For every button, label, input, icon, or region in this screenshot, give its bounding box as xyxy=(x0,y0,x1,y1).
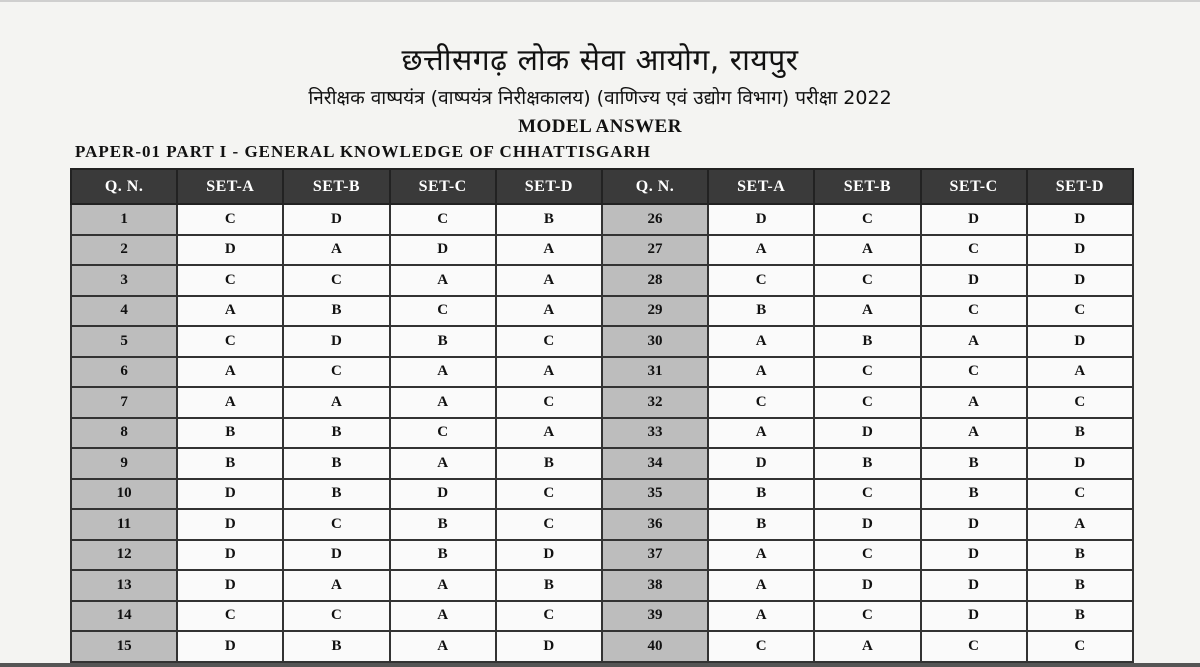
answer-cell: C xyxy=(177,326,283,357)
column-header: Q. N. xyxy=(71,169,177,204)
question-number-cell: 39 xyxy=(602,601,708,632)
answer-cell: A xyxy=(708,540,814,571)
answer-cell: C xyxy=(496,479,602,510)
answer-cell: C xyxy=(496,601,602,632)
answer-cell: D xyxy=(1027,204,1133,235)
answer-cell: D xyxy=(814,509,920,540)
question-number-cell: 12 xyxy=(71,540,177,571)
answer-cell: A xyxy=(708,326,814,357)
answer-cell: B xyxy=(390,326,496,357)
question-number-cell: 33 xyxy=(602,418,708,449)
column-header: SET-B xyxy=(283,169,389,204)
table-row xyxy=(71,204,1133,235)
table-row xyxy=(71,418,1133,449)
answer-cell: B xyxy=(496,448,602,479)
answer-cell: D xyxy=(708,204,814,235)
table-row xyxy=(71,387,1133,418)
answer-cell: C xyxy=(814,265,920,296)
answer-cell: D xyxy=(496,631,602,662)
answer-cell: A xyxy=(921,326,1027,357)
answer-cell: C xyxy=(921,357,1027,388)
answer-cell: D xyxy=(1027,265,1133,296)
answer-cell: C xyxy=(390,204,496,235)
answer-cell: D xyxy=(814,570,920,601)
answer-cell: A xyxy=(1027,357,1133,388)
answer-cell: D xyxy=(283,540,389,571)
answer-cell: C xyxy=(1027,296,1133,327)
answer-cell: B xyxy=(177,418,283,449)
answer-cell: A xyxy=(177,357,283,388)
question-number-cell: 8 xyxy=(71,418,177,449)
answer-cell: A xyxy=(496,235,602,266)
answer-cell: C xyxy=(921,631,1027,662)
answer-cell: A xyxy=(390,357,496,388)
question-number-cell: 37 xyxy=(602,540,708,571)
answer-cell: B xyxy=(496,204,602,235)
answer-cell: A xyxy=(814,235,920,266)
answer-cell: B xyxy=(177,448,283,479)
model-answer-heading: MODEL ANSWER xyxy=(518,116,682,137)
column-header: SET-D xyxy=(1027,169,1133,204)
commission-title: छत्तीसगढ़ लोक सेवा आयोग, रायपुर xyxy=(401,43,799,78)
answer-cell: C xyxy=(496,326,602,357)
answer-cell: D xyxy=(1027,448,1133,479)
question-number-cell: 6 xyxy=(71,357,177,388)
question-number-cell: 35 xyxy=(602,479,708,510)
answer-cell: B xyxy=(283,448,389,479)
question-number-cell: 14 xyxy=(71,601,177,632)
answer-cell: A xyxy=(390,601,496,632)
answer-cell: A xyxy=(708,418,814,449)
bottom-border xyxy=(0,663,1200,667)
answer-cell: A xyxy=(708,570,814,601)
answer-cell: D xyxy=(177,631,283,662)
answer-cell: A xyxy=(708,601,814,632)
column-header: SET-C xyxy=(921,169,1027,204)
answer-cell: A xyxy=(921,418,1027,449)
answer-cell: A xyxy=(390,631,496,662)
question-number-cell: 1 xyxy=(71,204,177,235)
answer-cell: C xyxy=(1027,631,1133,662)
answer-cell: C xyxy=(921,235,1027,266)
question-number-cell: 36 xyxy=(602,509,708,540)
answer-cell: B xyxy=(283,296,389,327)
answer-cell: D xyxy=(921,509,1027,540)
answer-cell: B xyxy=(708,509,814,540)
answer-cell: C xyxy=(390,296,496,327)
answer-cell: D xyxy=(814,418,920,449)
paper-heading: PAPER-01 PART I - GENERAL KNOWLEDGE OF CHHATTISGARH xyxy=(75,142,652,161)
question-number-cell: 10 xyxy=(71,479,177,510)
answer-cell: A xyxy=(177,387,283,418)
table-row xyxy=(71,235,1133,266)
answer-cell: C xyxy=(283,357,389,388)
question-number-cell: 15 xyxy=(71,631,177,662)
answer-cell: B xyxy=(814,448,920,479)
answer-cell: A xyxy=(283,387,389,418)
column-header: SET-D xyxy=(496,169,602,204)
answer-cell: A xyxy=(177,296,283,327)
answer-cell: A xyxy=(1027,509,1133,540)
answer-cell: A xyxy=(814,631,920,662)
table-body xyxy=(71,204,1133,662)
answer-cell: C xyxy=(283,265,389,296)
answer-cell: D xyxy=(1027,326,1133,357)
question-number-cell: 2 xyxy=(71,235,177,266)
answer-cell: A xyxy=(814,296,920,327)
question-number-cell: 38 xyxy=(602,570,708,601)
answer-cell: A xyxy=(390,387,496,418)
answer-cell: C xyxy=(708,265,814,296)
table-row xyxy=(71,296,1133,327)
table-row xyxy=(71,479,1133,510)
answer-cell: B xyxy=(496,570,602,601)
answer-cell: A xyxy=(921,387,1027,418)
answer-cell: B xyxy=(708,479,814,510)
answer-cell: A xyxy=(708,235,814,266)
answer-cell: D xyxy=(921,540,1027,571)
answer-cell: D xyxy=(921,570,1027,601)
answer-cell: A xyxy=(496,357,602,388)
exam-title: निरीक्षक वाष्पयंत्र (वाष्पयंत्र निरीक्षकालय) (वाणिज्य एवं उद्योग विभाग) परीक्षा 2022 xyxy=(308,87,892,109)
answer-cell: C xyxy=(814,387,920,418)
answer-cell: C xyxy=(708,631,814,662)
answer-cell: B xyxy=(814,326,920,357)
answer-cell: C xyxy=(177,265,283,296)
answer-cell: A xyxy=(390,570,496,601)
answer-cell: D xyxy=(177,540,283,571)
answer-cell: C xyxy=(814,479,920,510)
table-header-row xyxy=(71,169,1133,204)
answer-cell: C xyxy=(814,540,920,571)
answer-key-table xyxy=(70,168,1134,663)
table-row xyxy=(71,601,1133,632)
question-number-cell: 4 xyxy=(71,296,177,327)
question-number-cell: 11 xyxy=(71,509,177,540)
table-row xyxy=(71,509,1133,540)
answer-cell: D xyxy=(496,540,602,571)
answer-cell: D xyxy=(921,265,1027,296)
answer-cell: C xyxy=(283,601,389,632)
question-number-cell: 40 xyxy=(602,631,708,662)
answer-cell: D xyxy=(177,235,283,266)
answer-cell: C xyxy=(814,357,920,388)
answer-cell: C xyxy=(496,509,602,540)
answer-cell: D xyxy=(177,570,283,601)
answer-cell: B xyxy=(708,296,814,327)
question-number-cell: 29 xyxy=(602,296,708,327)
answer-cell: A xyxy=(496,418,602,449)
answer-cell: C xyxy=(814,601,920,632)
answer-cell: B xyxy=(1027,601,1133,632)
table-row xyxy=(71,570,1133,601)
answer-cell: B xyxy=(283,631,389,662)
answer-cell: A xyxy=(708,357,814,388)
answer-cell: D xyxy=(708,448,814,479)
question-number-cell: 13 xyxy=(71,570,177,601)
answer-cell: D xyxy=(283,204,389,235)
table-row xyxy=(71,265,1133,296)
answer-cell: D xyxy=(177,509,283,540)
answer-cell: B xyxy=(390,540,496,571)
column-header: SET-A xyxy=(177,169,283,204)
question-number-cell: 28 xyxy=(602,265,708,296)
answer-cell: C xyxy=(921,296,1027,327)
answer-cell: D xyxy=(390,235,496,266)
question-number-cell: 34 xyxy=(602,448,708,479)
table-row xyxy=(71,357,1133,388)
question-number-cell: 27 xyxy=(602,235,708,266)
question-number-cell: 31 xyxy=(602,357,708,388)
question-number-cell: 30 xyxy=(602,326,708,357)
answer-cell: D xyxy=(921,601,1027,632)
question-number-cell: 7 xyxy=(71,387,177,418)
answer-cell: B xyxy=(283,479,389,510)
answer-cell: B xyxy=(283,418,389,449)
answer-cell: B xyxy=(1027,540,1133,571)
question-number-cell: 26 xyxy=(602,204,708,235)
answer-cell: D xyxy=(283,326,389,357)
answer-cell: A xyxy=(496,296,602,327)
answer-cell: A xyxy=(283,235,389,266)
answer-cell: A xyxy=(496,265,602,296)
table-row xyxy=(71,540,1133,571)
column-header: SET-A xyxy=(708,169,814,204)
question-number-cell: 9 xyxy=(71,448,177,479)
question-number-cell: 3 xyxy=(71,265,177,296)
answer-cell: A xyxy=(283,570,389,601)
question-number-cell: 5 xyxy=(71,326,177,357)
column-header: SET-B xyxy=(814,169,920,204)
answer-cell: C xyxy=(1027,479,1133,510)
answer-cell: B xyxy=(1027,570,1133,601)
column-header: SET-C xyxy=(390,169,496,204)
answer-cell: D xyxy=(390,479,496,510)
answer-cell: D xyxy=(921,204,1027,235)
answer-cell: C xyxy=(708,387,814,418)
answer-cell: C xyxy=(177,204,283,235)
table-row xyxy=(71,631,1133,662)
answer-cell: D xyxy=(177,479,283,510)
answer-cell: C xyxy=(814,204,920,235)
answer-cell: C xyxy=(1027,387,1133,418)
table-row xyxy=(71,326,1133,357)
answer-cell: A xyxy=(390,265,496,296)
answer-cell: C xyxy=(283,509,389,540)
answer-cell: B xyxy=(921,479,1027,510)
top-border xyxy=(0,0,1200,2)
table-row xyxy=(71,448,1133,479)
question-number-cell: 32 xyxy=(602,387,708,418)
column-header: Q. N. xyxy=(602,169,708,204)
answer-cell: B xyxy=(390,509,496,540)
answer-cell: B xyxy=(921,448,1027,479)
answer-cell: A xyxy=(390,448,496,479)
answer-cell: B xyxy=(1027,418,1133,449)
answer-cell: C xyxy=(177,601,283,632)
answer-cell: C xyxy=(390,418,496,449)
answer-cell: C xyxy=(496,387,602,418)
answer-cell: D xyxy=(1027,235,1133,266)
